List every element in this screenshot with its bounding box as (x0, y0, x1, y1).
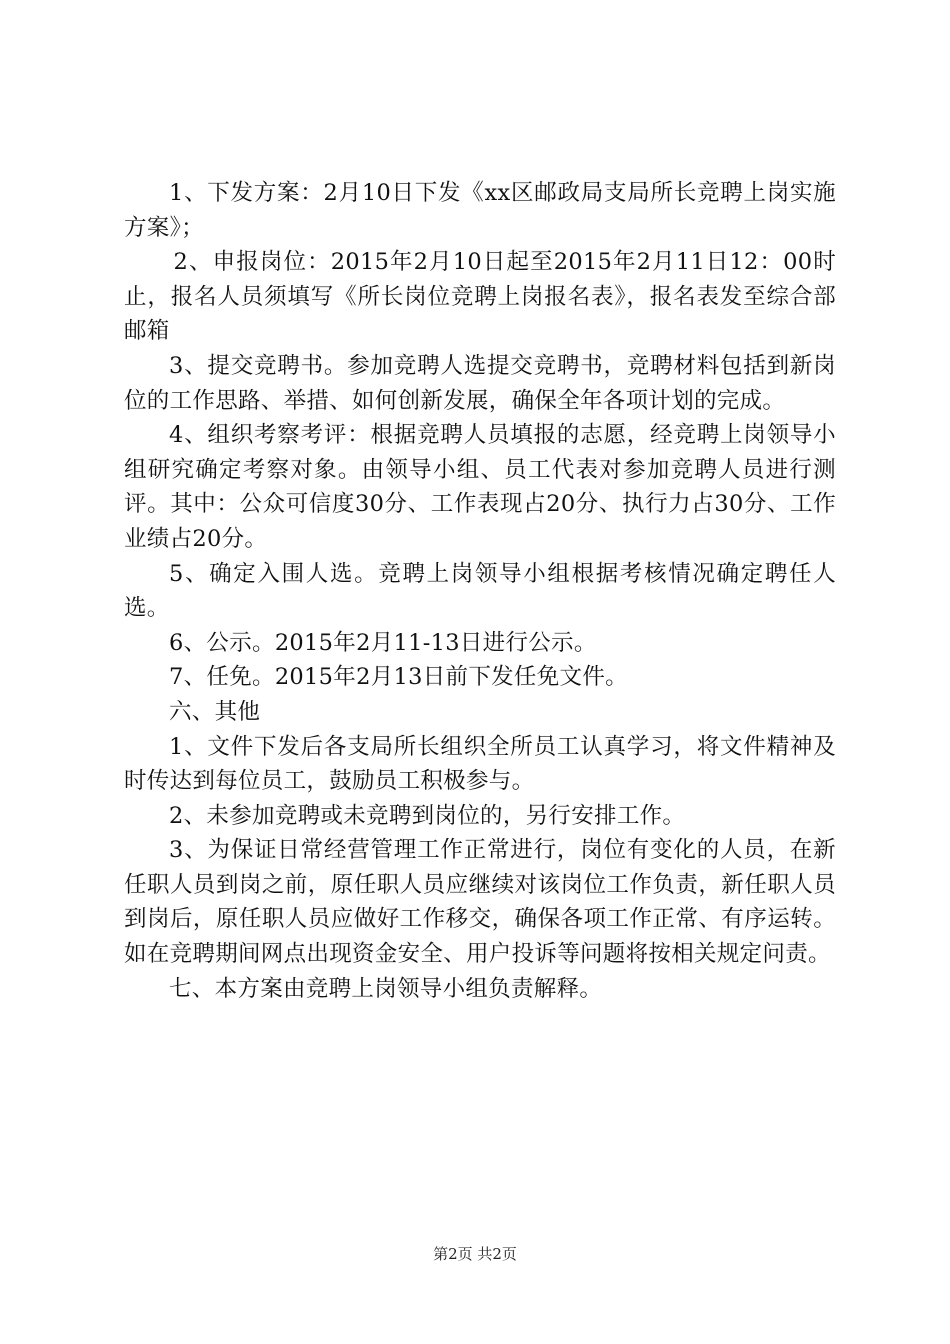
paragraph-other-2: 2、未参加竞聘或未竞聘到岗位的，另行安排工作。 (169, 802, 686, 829)
paragraph-step-3: 3、提交竞聘书。参加竞聘人选提交竞聘书，竞聘材料包括到新岗位的工作思路、举措、如何创新发展，确保全年各项计划的完成。 (124, 352, 836, 414)
paragraph-step-1: 1、下发方案：2月10日下发《xx区邮政局支局所长竞聘上岗实施方案》； (124, 180, 836, 241)
paragraph-step-6: 6、公示。2015年2月11-13日进行公示。 (169, 629, 597, 656)
paragraph-step-7: 7、任免。2015年2月13日前下发任免文件。 (169, 664, 628, 691)
paragraph-step-5: 5、确定入围人选。竞聘上岗领导小组根据考核情况确定聘任人选。 (124, 560, 836, 622)
paragraph-step-4: 4、组织考察考评：根据竞聘人员填报的志愿，经竞聘上岗领导小组研究确定考察对象。由领导小组、员工代表对参加竞聘人员进行测评。其中：公众可信度30分、工作表现占20分、执行力占30分、工作业绩占20分。 (124, 422, 836, 552)
section-heading-other: 六、其他 (169, 698, 261, 725)
page-number-footer: 第2页 共2页 (433, 1245, 517, 1263)
paragraph-other-1: 1、文件下发后各支局所长组织全所员工认真学习，将文件精神及时传达到每位员工，鼓励员工积极参与。 (124, 733, 836, 795)
paragraph-step-2: 2、申报岗位：2015年2月10日起至2015年2月11日12：00时止，报名人员须填写《所长岗位竞聘上岗报名表》，报名表发至综合部邮箱 (124, 249, 836, 345)
paragraph-other-3: 3、为保证日常经营管理工作正常进行，岗位有变化的人员，在新任职人员到岗之前，原任职人员应继续对该岗位工作负责，新任职人员到岗后，原任职人员应做好工作移交，确保各项工作正常、有序运转。如在竞聘期间网点出现资金安全、用户投诉等问题将按相关规定问责。 (124, 837, 836, 968)
document-body (124, 176, 836, 1006)
section-heading-interpretation: 七、本方案由竞聘上岗领导小组负责解释。 (169, 975, 603, 1002)
